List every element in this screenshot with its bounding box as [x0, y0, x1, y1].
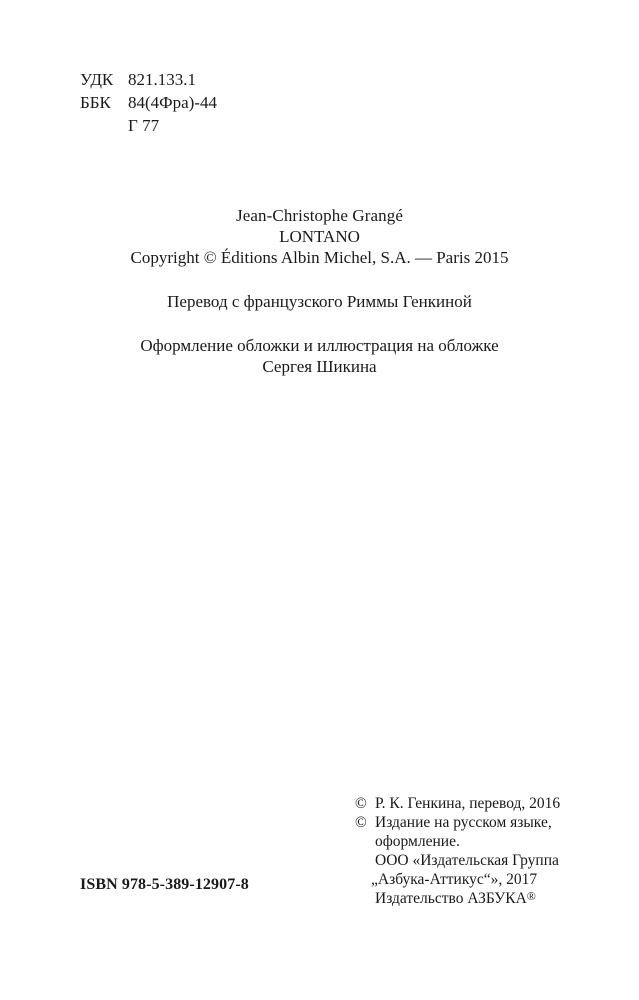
copyright-edition-line-2: оформление. — [375, 833, 460, 850]
copyright-translation: Р. К. Генкина, перевод, 2016 — [375, 795, 561, 812]
original-edition-block — [0, 205, 639, 268]
copyright-symbol: © — [355, 814, 367, 831]
bbk-row — [80, 91, 217, 114]
classification-block — [80, 68, 217, 137]
publisher-line-1: ООО «Издательская Группа — [375, 852, 559, 869]
copyright-edition-row — [355, 813, 615, 832]
copyright-symbol: © — [355, 795, 367, 812]
publisher-name: Издательство АЗБУКА — [375, 890, 527, 907]
copyright-edition-row-2 — [355, 832, 615, 851]
publisher-row-3 — [355, 889, 615, 908]
isbn: ISBN 978-5-389-12907-8 — [80, 876, 249, 893]
cover-credit — [0, 335, 639, 377]
copyright-edition-line-1: Издание на русском языке, — [375, 814, 552, 831]
author-mark-row — [80, 114, 217, 137]
translation-credit — [0, 291, 639, 312]
publisher-line-3 — [375, 889, 536, 908]
cover-line-2: Сергея Шикина — [262, 357, 377, 376]
udk-row — [80, 68, 217, 91]
udk-value: 821.133.1 — [128, 70, 196, 89]
publisher-row-2 — [355, 870, 615, 889]
cover-line-1: Оформление обложки и иллюстрация на обложке — [140, 336, 499, 355]
original-author: Jean-Christophe Grangé — [236, 206, 403, 225]
bbk-label: ББК — [80, 93, 111, 112]
publisher-line-2: „Азбука-Аттикус“», 2017 — [371, 871, 538, 888]
original-title: LONTANO — [279, 227, 360, 246]
translation-line: Перевод с французского Риммы Генкиной — [167, 292, 472, 311]
author-mark: Г 77 — [128, 116, 160, 135]
copyright-block — [355, 794, 615, 908]
original-copyright: Copyright © Éditions Albin Michel, S.A. — Paris 2015 — [130, 248, 509, 267]
publisher-row-1 — [355, 851, 615, 870]
udk-label: УДК — [80, 70, 114, 89]
bbk-value: 84(4Фра)-44 — [128, 93, 217, 112]
registered-mark: ® — [526, 889, 536, 903]
copyright-translation-row — [355, 794, 615, 813]
